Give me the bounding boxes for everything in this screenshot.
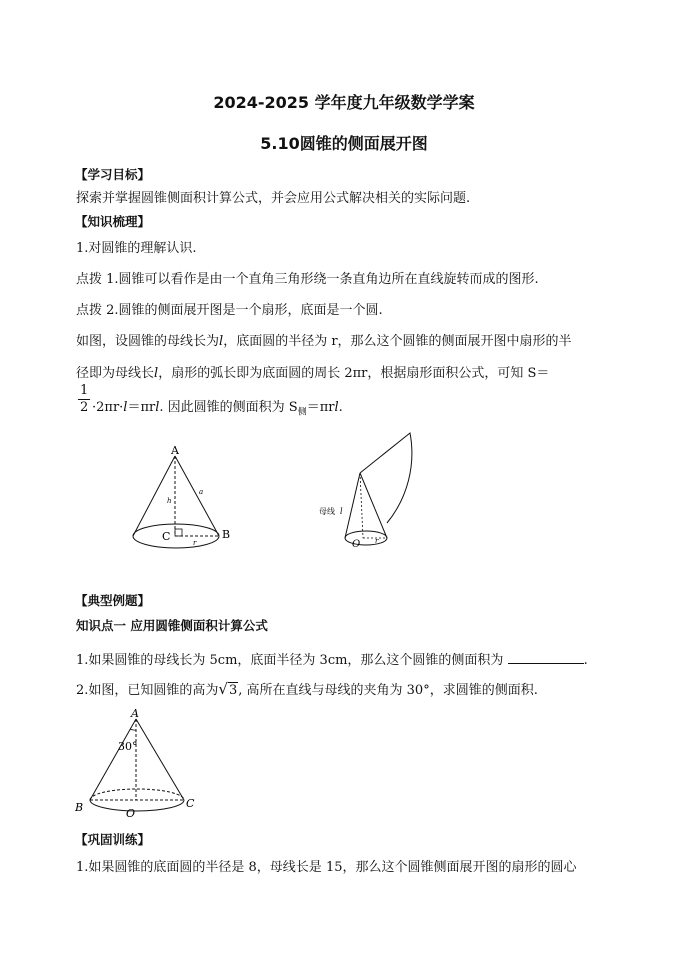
- text: . 因此圆锥的侧面积为 S: [159, 400, 298, 415]
- practice-heading: 【巩固训练】: [75, 832, 151, 847]
- sector-outline: [360, 433, 412, 523]
- label-a: A: [171, 444, 179, 457]
- label-h: h: [167, 497, 172, 505]
- label-c: C: [186, 797, 195, 810]
- label-a-slant: a: [199, 488, 204, 496]
- text: ·2πr·: [92, 400, 124, 415]
- var-l: l: [334, 400, 339, 415]
- text: .: [583, 653, 588, 668]
- base-front-arc: [90, 800, 184, 811]
- hint-2: 点拨 2.圆锥的侧面展开图是一个扇形，底面是一个圆.: [76, 303, 383, 318]
- fraction-denominator: 2: [80, 400, 89, 415]
- cone-left-slant: [90, 719, 136, 800]
- label-o: O: [126, 807, 136, 820]
- question-2: [76, 680, 538, 700]
- var-l: l: [123, 400, 128, 415]
- cone-figure-3: [70, 705, 200, 820]
- label-l: l: [340, 507, 343, 516]
- review-item-1: 1.对圆锥的理解认识.: [76, 241, 197, 256]
- hint-1: 点拨 1.圆锥可以看作是由一个直角三角形绕一条直角边所在直线旋转而成的图形.: [76, 272, 539, 287]
- paragraph-line-1: [76, 333, 572, 351]
- label-b: B: [222, 528, 231, 541]
- examples-heading: 【典型例题】: [75, 593, 151, 608]
- text: ，底面圆的半径为 r，那么这个圆锥的侧面展开图中扇形的半: [223, 334, 572, 349]
- var-l: l: [154, 366, 159, 381]
- cone-height: [360, 473, 363, 538]
- label-r: r: [375, 537, 379, 545]
- text: 径即为母线长: [76, 366, 155, 381]
- lesson-title: 5.10圆锥的侧面展开图: [260, 134, 428, 153]
- text: 1.如果圆锥的母线长为 5cm，底面半径为 3cm，那么这个圆锥的侧面积为: [76, 653, 504, 668]
- paragraph-line-2: [76, 365, 549, 383]
- var-l: l: [219, 334, 224, 349]
- sqrt-radicand: 3: [228, 683, 238, 698]
- label-c: C: [162, 530, 171, 543]
- fraction-numerator: 1: [80, 383, 89, 398]
- question-1: [76, 650, 588, 670]
- sqrt-symbol: √: [218, 680, 228, 698]
- label-angle: 30°: [118, 740, 138, 753]
- text: 如图，设圆锥的母线长为: [76, 334, 220, 349]
- text: ＝πr: [306, 400, 335, 415]
- text: , 高所在直线与母线的夹角为 30°，求圆锥的侧面积.: [238, 683, 538, 698]
- fraction-half: [78, 383, 90, 416]
- cone-left-slant: [345, 473, 360, 538]
- var-l: l: [155, 400, 160, 415]
- cone-figure-1: [125, 440, 240, 555]
- objectives-text: 探索并掌握圆锥侧面积计算公式，并会应用公式解决相关的实际问题.: [76, 191, 471, 206]
- objectives-heading: 【学习目标】: [75, 167, 151, 182]
- text: .: [338, 400, 343, 415]
- base-back-arc: [90, 789, 184, 800]
- subscript: 侧: [297, 407, 307, 418]
- review-heading: 【知识梳理】: [75, 214, 151, 229]
- practice-1: 1.如果圆锥的底面圆的半径是 8，母线长是 15，那么这个圆锥侧面展开图的扇形的圆心: [76, 860, 577, 875]
- label-o: O: [352, 539, 361, 550]
- answer-blank[interactable]: [508, 650, 584, 664]
- document-title: 2024-2025 学年度九年级数学学案: [213, 93, 475, 112]
- angle-arc: [130, 729, 136, 730]
- paragraph-line-3: [92, 399, 343, 422]
- text: ＝πr: [127, 400, 156, 415]
- cone-right-slant: [360, 473, 387, 538]
- label-r: r: [193, 539, 197, 547]
- cone-unfolded-figure: [315, 428, 465, 558]
- text: ，扇形的弧长即为底面圆的周长 2πr，根据扇形面积公式，可知 S＝: [158, 366, 550, 381]
- knowledge-point: 知识点一 应用圆锥侧面积计算公式: [76, 618, 268, 633]
- label-a: A: [131, 707, 139, 720]
- label-slant: 母线: [319, 507, 335, 516]
- cone-right-slant: [136, 719, 184, 800]
- label-b: B: [75, 801, 84, 814]
- right-angle-mark: [175, 529, 182, 536]
- text: 2.如图，已知圆锥的高为: [76, 683, 219, 698]
